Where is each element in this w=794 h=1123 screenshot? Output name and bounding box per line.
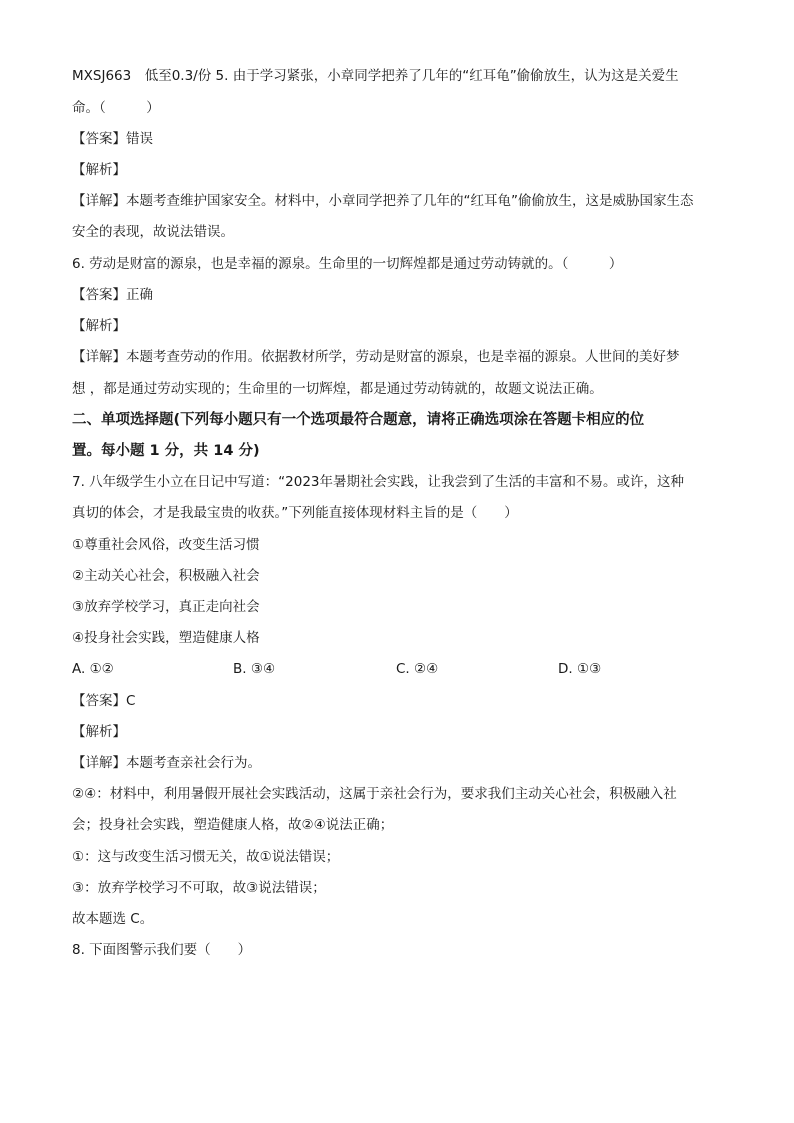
q7-detail-line4: ①：这与改变生活习惯无关，故①说法错误； bbox=[72, 849, 340, 865]
section-heading-line2: 置。每小题 1 分，共 14 分) bbox=[72, 443, 260, 459]
q5-stem-line1: MXSJ663 低至0.3/份 5. 由于学习紧张，小章同学把养了几年的“红耳龟”偷偷放生，认为这是关爱生 bbox=[72, 68, 679, 84]
q6-answer: 【答案】正确 bbox=[72, 287, 153, 303]
q6-analysis-label: 【解析】 bbox=[72, 318, 126, 334]
q7-detail-line5: ③：放弃学校学习不可取，故③说法错误； bbox=[72, 880, 326, 896]
q7-detail-line3: 会；投身社会实践，塑造健康人格，故②④说法正确； bbox=[72, 817, 394, 833]
q7-option-b: B. ③④ bbox=[233, 661, 276, 677]
q7-detail-line1: 【详解】本题考查亲社会行为。 bbox=[72, 755, 261, 771]
q5-stem-line2: 命。（ ） bbox=[72, 100, 160, 116]
q7-option-c: C. ②④ bbox=[396, 661, 439, 677]
q5-answer: 【答案】错误 bbox=[72, 131, 153, 147]
q5-analysis-label: 【解析】 bbox=[72, 162, 126, 178]
q5-detail-line1: 【详解】本题考查维护国家安全。材料中，小章同学把养了几年的“红耳龟”偷偷放生，这是威胁国家生态 bbox=[72, 193, 694, 209]
q7-analysis-label: 【解析】 bbox=[72, 724, 126, 740]
section-heading-line1: 二、单项选择题(下列每小题只有一个选项最符合题意，请将正确选项涂在答题卡相应的位 bbox=[72, 412, 645, 428]
q7-stem-line2: 真切的体会，才是我最宝贵的收获。”下列能直接体现材料主旨的是（ ） bbox=[72, 505, 518, 521]
q7-item-4: ④投身社会实践，塑造健康人格 bbox=[72, 630, 260, 646]
q6-stem: 6. 劳动是财富的源泉，也是幸福的源泉。生命里的一切辉煌都是通过劳动铸就的。（ ） bbox=[72, 256, 623, 272]
q6-detail-line2: 想 ，都是通过劳动实现的；生命里的一切辉煌，都是通过劳动铸就的，故题文说法正确。 bbox=[72, 381, 603, 397]
q8-stem: 8. 下面图警示我们要（ ） bbox=[72, 942, 252, 958]
q5-detail-line2: 安全的表现，故说法错误。 bbox=[72, 224, 234, 240]
q7-detail-line6: 故本题选 C。 bbox=[72, 911, 154, 927]
q7-item-3: ③放弃学校学习，真正走向社会 bbox=[72, 599, 260, 615]
q6-detail-line1: 【详解】本题考查劳动的作用。依据教材所学，劳动是财富的源泉，也是幸福的源泉。人世间的美好梦 bbox=[72, 349, 680, 365]
q7-detail-line2: ②④：材料中，利用暑假开展社会实践活动，这属于亲社会行为，要求我们主动关心社会，积极融入社 bbox=[72, 786, 677, 802]
q7-option-a: A. ①② bbox=[72, 661, 114, 677]
q7-item-1: ①尊重社会风俗，改变生活习惯 bbox=[72, 537, 260, 553]
q7-item-2: ②主动关心社会，积极融入社会 bbox=[72, 568, 260, 584]
q7-option-d: D. ①③ bbox=[558, 661, 602, 677]
q7-stem-line1: 7. 八年级学生小立在日记中写道：“2023年暑期社会实践，让我尝到了生活的丰富和不易。或许，这种 bbox=[72, 474, 685, 490]
q7-answer: 【答案】C bbox=[72, 693, 136, 709]
